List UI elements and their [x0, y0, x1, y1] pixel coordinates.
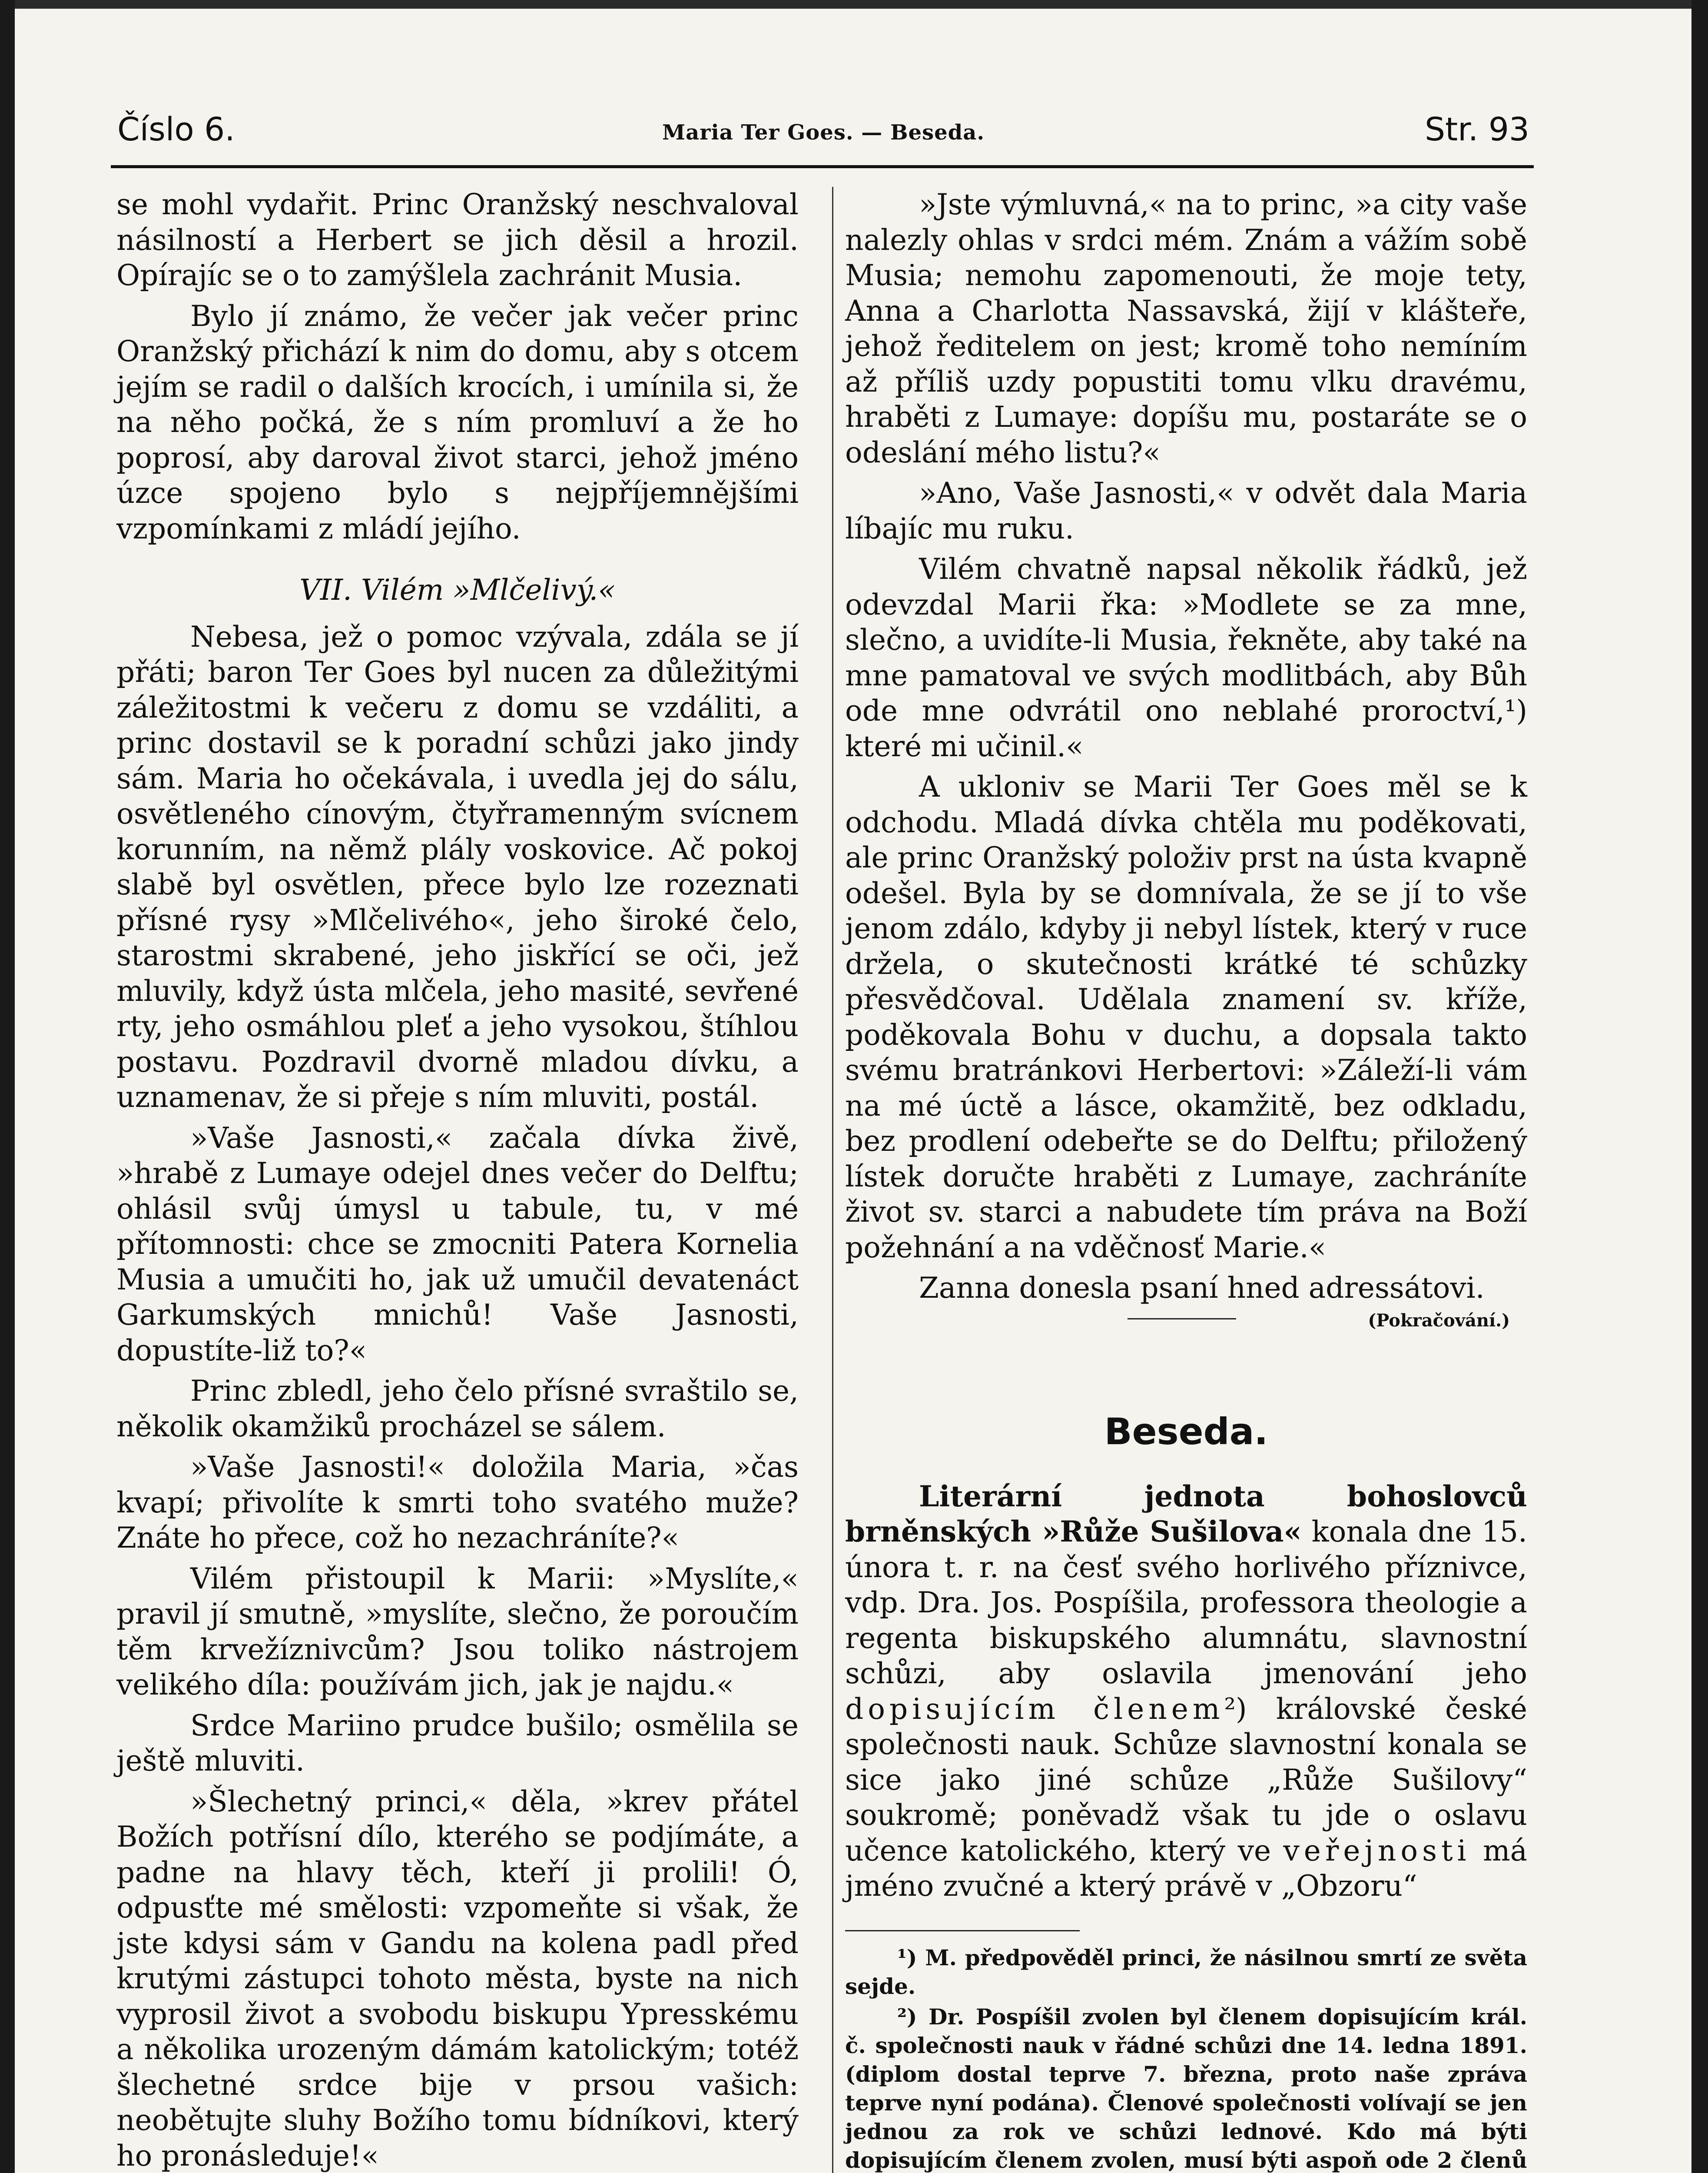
paragraph: Zanna donesla psaní hned adressátovi. [919, 1271, 1485, 1305]
footnote-rule [845, 1930, 1080, 1931]
paragraph: Bylo jí známo, že večer jak večer princ Oranžský přichází k nim do domu, aby s otcem jejím se radil o dalších krocích, i umínila si, že na něho počká, že s ním promluví a že ho poprosí, aby daroval život starci, jehož jméno úzce spojeno bylo s nejpříjemnějšími vzpomínkami z mládí jejího. [116, 299, 799, 545]
beseda-text: má jméno zvučné a který právě v „Obzoru“ [845, 1834, 1527, 1903]
footnote: ²) Dr. Pospíšil zvolen byl členem dopisujícím král. č. společnosti nauk v řádné schůzi dne 14. ledna 1891. (diplom dostal teprve 7. března, proto naše zpráva teprve nyní podána). Členové společnosti volívají se jen jednou za rok ve schůzi lednové. Kdo má býti dopisujícím členem zvolen, musí býti aspoň ode 2 členů [845, 2004, 1527, 2173]
beseda-paragraph [845, 1479, 1527, 1904]
beseda-spaced-text: veřejnosti [1283, 1834, 1471, 1867]
continuation-note: (Pokračování.) [1368, 1310, 1510, 1331]
paragraph: Princ zbledl, jeho čelo přísné svraštilo se, několik okamžiků procházel se sálem. [116, 1374, 799, 1443]
running-header [117, 111, 1529, 159]
paragraph: se mohl vydařit. Princ Oranžský neschvaloval násilností a Herbert se jich děsil a hrozil. Opírajíc se o to zamýšlela zachránit Musia. [116, 188, 799, 292]
chapter-heading: VII. Vilém »Mlčelivý.« [299, 573, 616, 607]
paragraph: »Šlechetný princi,« děla, »krev přátel Božích potřísní dílo, kterého se podjímáte, a padne na hlavy těch, kteří ji prolili! Ó, odpusťte mé smělosti: vzpomeňte si však, že jste kdysi sám v Gandu na kolena padl před krutými zástupci tohoto města, byste na nich vyprosil život a svobodu biskupu Ypresskému a několika urozeným dámám katolickým; totéž šlechetné srdce bije v prsou vašich: neobětujte sluhy Božího tomu bídníkovi, který ho pronásleduje!« [116, 1784, 799, 2173]
scan-edge-left [0, 0, 15, 2173]
paragraph: Vilém přistoupil k Marii: »Myslíte,« pravil jí smutně, »myslíte, slečno, že poroučím těm krvežíznivcům? Jsou toliko nástrojem velikého díla: používám jich, jak je najdu.« [116, 1562, 799, 1701]
paragraph: Nebesa, jež o pomoc vzývala, zdála se jí přáti; baron Ter Goes byl nucen za důležitými záležitostmi k večeru z domu se vzdáliti, a princ dostavil se k poradní schůzi jako jindy sám. Maria ho očekávala, i uvedla jej do sálu, osvětleného cínovým, čtyřramenným svícnem korunním, na němž plály voskovice. Ač pokoj slabě byl osvětlen, přece bylo lze rozeznati přísné rysy »Mlčelivého«, jeho široké čelo, starostmi skrabené, jeho jiskřící se oči, jež mluvily, když ústa mlčela, jeho masité, sevřené rty, jeho osmáhlou pleť a jeho vysokou, štíhlou postavu. Pozdravil dvorně mladou dívku, a uznamenav, že si přeje s ním mluviti, postál. [116, 620, 799, 1114]
continuation-rule [1128, 1318, 1236, 1319]
paragraph: A ukloniv se Marii Ter Goes měl se k odchodu. Mladá dívka chtěla mu poděkovati, ale princ Oranžský položiv prst na ústa kvapně odešel. Byla by se domnívala, že se jí to vše jenom zdálo, kdyby ji nebyl lístek, který v ruce držela, o skutečnosti krátké té schůzky přesvědčoval. Udělala znamení sv. kříže, poděkovala Bohu v duchu, a dopsala takto svému bratránkovi Herbertovi: »Záleží-li vám na mé úctě a lásce, okamžitě, bez odkladu, bez prodlení odebeřte se do Delftu; přiložený lístek doručte hraběti z Lumaye, zachráníte život sv. starci a nabudete tím práva na Boží požehnání a na vděčnosť Marie.« [845, 770, 1527, 1264]
left-column [116, 187, 799, 2173]
paragraph: Srdce Mariino prudce bušilo; osmělila se ještě mluviti. [116, 1708, 799, 1778]
beseda-lead: Literární jednota bohoslovců brněnských »Růže Sušilova« [845, 1479, 1527, 1548]
footnote: ¹) M. předpověděl princi, že násilnou smrtí ze světa sejde. [845, 1944, 1527, 1999]
header-rule [111, 165, 1534, 168]
page-number: Str. 93 [1425, 111, 1529, 148]
paragraph: »Vaše Jasnosti!« doložila Maria, »čas kvapí; přivolíte k smrti toho svatého muže? Znáte ho přece, což ho nezachráníte?« [116, 1450, 799, 1555]
paragraph: »Vaše Jasnosti,« začala dívka živě, »hrabě z Lumaye odejel dnes večer do Delftu; ohlásil svůj úmysl u tabule, tu, v mé přítomnosti: chce se zmocniti Patera Kornelia Musia a umučiti ho, jak už umučil devatenáct Garkumských mnichů! Vaše Jasnosti, dopustíte-liž to?« [116, 1121, 799, 1367]
beseda-text: ²) královské české společnosti nauk. Schůze slavnostní konala se sice jako jiné schůze „Růže Sušilovy“ soukromě; poněvadž však tu jde o oslavu učence katolického, který ve [845, 1692, 1527, 1867]
scan-edge-right [1691, 0, 1708, 2173]
section-title: Beseda. [1104, 1410, 1268, 1453]
scan-edge-top [0, 0, 1708, 9]
paragraph: »Ano, Vaše Jasnosti,« v odvět dala Maria líbajíc mu ruku. [845, 476, 1527, 545]
paragraph: »Jste výmluvná,« na to princ, »a city vaše nalezly ohlas v srdci mém. Znám a vážím sobě Musia; nemohu zapomenouti, že moje tety, Anna a Charlotta Nassavská, žijí v klášteře, jehož ředitelem on jest; kromě toho nemíním až příliš uzdy popustiti tomu vlku dravému, hraběti z Lumaye: dopíšu mu, postaráte se o odeslání mého listu?« [845, 188, 1527, 469]
continuation-line [845, 1306, 1527, 1345]
issue-number: Číslo 6. [117, 111, 235, 148]
column-divider [832, 187, 833, 2173]
beseda-text: konala dne 15. února t. r. na česť svého horlivého příznivce, vdp. Dra. Jos. Pospíšila, professora theologie a regenta biskupského alumnátu, slavnostní schůzi, aby oslavila jmenování jeho [845, 1515, 1527, 1690]
running-title: Maria Ter Goes. — Beseda. [662, 120, 985, 145]
right-column [845, 187, 1527, 2173]
beseda-spaced-text: dopisujícím členem [845, 1692, 1224, 1726]
paragraph: Vilém chvatně napsal několik řádků, jež odevzdal Marii řka: »Modlete se za mne, slečno, a uvidíte-li Musia, řekněte, aby také na mne pamatoval ve svých modlitbách, aby Bůh ode mne odvrátil ono neblahé proroctví,¹) které mi učinil.« [845, 552, 1527, 763]
